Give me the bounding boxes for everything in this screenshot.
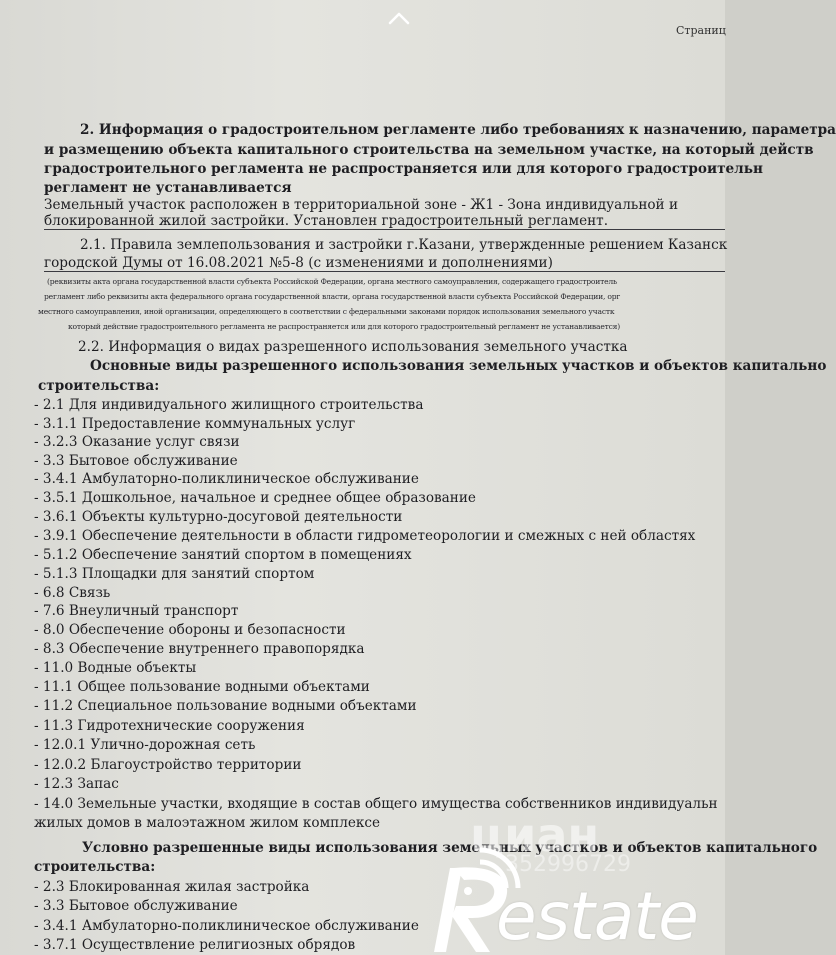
main-use-item: - 8.3 Обеспечение внутреннего правопорядка [34, 641, 365, 657]
main-use-item: - 12.0.2 Благоустройство территории [34, 757, 302, 773]
rules-underline [44, 271, 725, 272]
zone-text-line-2: блокированной жилой застройки. Установлен градостроительный регламент. [44, 213, 609, 229]
main-use-item: - 3.6.1 Объекты культурно-досуговой деятельности [34, 509, 403, 525]
zone-underline [44, 229, 725, 230]
zone-text-line-1: Земельный участок расположен в территориальной зоне - Ж1 - Зона индивидуальной и [44, 197, 679, 213]
main-use-item: - 14.0 Земельные участки, входящие в состав общего имущества собственников индивидуальн [34, 796, 718, 812]
main-use-item: - 12.3 Запас [34, 776, 119, 792]
main-use-item-continuation: жилых домов в малоэтажном жилом комплексе [34, 815, 381, 831]
main-use-item: - 8.0 Обеспечение обороны и безопасности [34, 622, 346, 638]
footnote-line-2: регламент либо реквизиты акта федерального органа государственной власти, органа государственной власти субъекта Российской Федерации, орг [44, 292, 621, 301]
main-use-item: - 12.0.1 Улично-дорожная сеть [34, 737, 256, 753]
main-uses-heading-line-2: строительства: [38, 378, 160, 394]
conditional-use-item: - 3.3 Бытовое обслуживание [34, 898, 238, 914]
section-title-line-1: 2. Информация о градостроительном регламенте либо требованиях к назначению, параметра [80, 122, 836, 138]
main-use-item: - 11.2 Специальное пользование водными объектами [34, 698, 417, 714]
cian-watermark: циан [470, 808, 600, 862]
main-use-item: - 3.3 Бытовое обслуживание [34, 453, 238, 469]
section-title-line-3: градостроительного регламента не распространяется или для которого градостроительн [44, 161, 763, 177]
main-use-item: - 7.6 Внеуличный транспорт [34, 603, 239, 619]
main-use-item: - 5.1.3 Площадки для занятий спортом [34, 566, 315, 582]
conditional-use-item: - 3.7.1 Осуществление религиозных обрядов [34, 937, 356, 953]
section-title-line-2: и размещению объекта капитального строительства на земельном участке, на который действ [44, 142, 814, 158]
conditional-uses-heading-line-2: строительства: [34, 859, 156, 875]
main-use-item: - 11.3 Гидротехнические сооружения [34, 718, 305, 734]
main-use-item: - 11.0 Водные объекты [34, 660, 197, 676]
main-use-item: - 3.1.1 Предоставление коммунальных услуг [34, 416, 356, 432]
rules-line-1: 2.1. Правила землепользования и застройки г.Казани, утвержденные решением Казанск [80, 237, 728, 253]
main-use-item: - 2.1 Для индивидуального жилищного строительства [34, 397, 424, 413]
main-use-item: - 3.9.1 Обеспечение деятельности в области гидрометеорологии и смежных с ней областях [34, 528, 696, 544]
section-title-line-4: регламент не устанавливается [44, 180, 292, 196]
conditional-use-item: - 2.3 Блокированная жилая застройка [34, 879, 310, 895]
footnote-line-1: (реквизиты акта органа государственной власти субъекта Российской Федерации, органа местного самоуправления, содержащего градостроитель [47, 277, 617, 286]
cian-watermark-number: 352996729 [505, 852, 631, 877]
chevron-up-icon[interactable] [387, 10, 411, 26]
conditional-uses-heading-line-1: Условно разрешенные виды использования земельных участков и объектов капитального [82, 840, 818, 856]
conditional-use-item: - 3.4.1 Амбулаторно-поликлиническое обслуживание [34, 918, 419, 934]
main-use-item: - 3.4.1 Амбулаторно-поликлиническое обслуживание [34, 471, 419, 487]
rules-line-2: городской Думы от 16.08.2021 №5-8 (с изменениями и дополнениями) [44, 255, 553, 271]
footnote-line-4: который действие градостроительного регламента не распространяется или для которого градостроительный регламент не устанавливается) [68, 322, 621, 331]
subsection-title: 2.2. Информация о видах разрешенного использования земельного участка [78, 339, 628, 355]
main-use-item: - 3.5.1 Дошкольное, начальное и среднее общее образование [34, 490, 476, 506]
main-use-item: - 3.2.3 Оказание услуг связи [34, 434, 240, 450]
main-use-item: - 11.1 Общее пользование водными объектами [34, 679, 370, 695]
main-use-item: - 5.1.2 Обеспечение занятий спортом в помещениях [34, 547, 412, 563]
main-use-item: - 6.8 Связь [34, 585, 111, 601]
restate-logo-text: estate [496, 878, 698, 955]
page-number-label: Страниц [676, 24, 726, 37]
main-uses-heading-line-1: Основные виды разрешенного использования земельных участков и объектов капитально [90, 358, 827, 374]
footnote-line-3: местного самоуправления, иной организации, определяющего в соответствии с федеральными законами порядок использования земельного участк [38, 307, 615, 316]
restate-logo [428, 858, 725, 955]
